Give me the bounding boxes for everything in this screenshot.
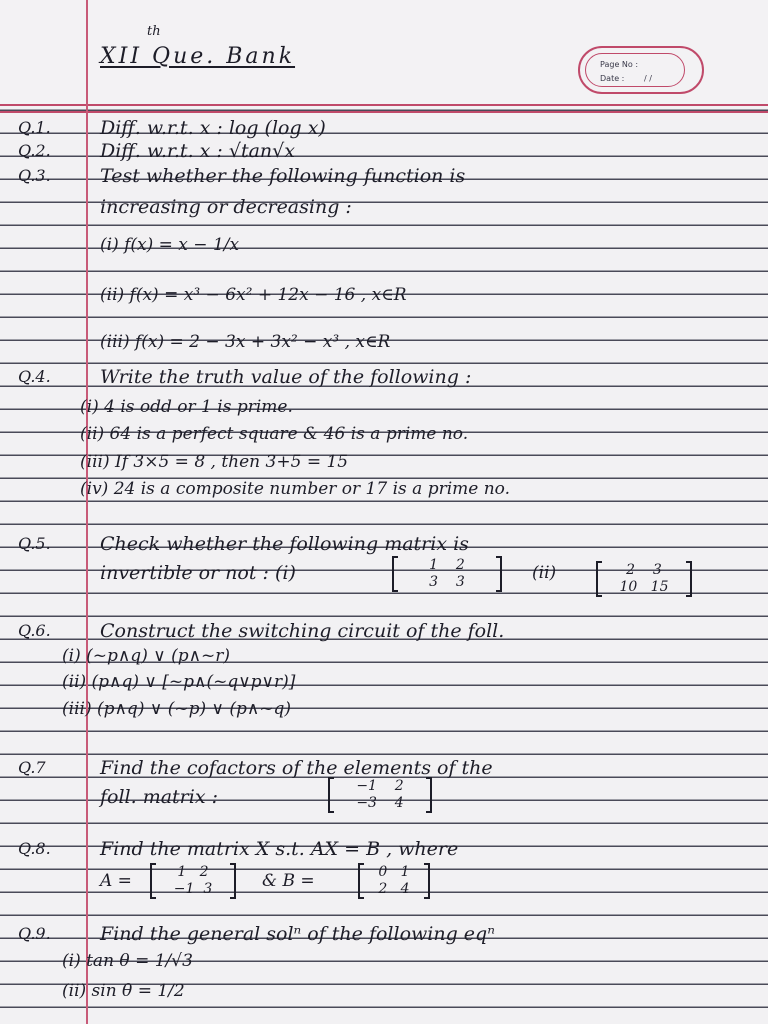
question-number: Q.7 [18, 758, 46, 777]
question-text: Find the matrix X s.t. AX = B , where [100, 838, 459, 860]
question-subpart: (i) (~p∧q) ∨ (p∧~r) [62, 646, 231, 666]
question-text: increasing or decreasing : [100, 196, 352, 218]
question-text: Construct the switching circuit of the foll. [100, 620, 505, 642]
question-text: invertible or not : (i) [100, 562, 296, 584]
matrix-q5-ii: 2 3 10 15 [596, 562, 692, 596]
top-margin-line [0, 104, 768, 106]
question-text: Diff. w.r.t. x : √tan√x [100, 140, 295, 162]
question-number: Q.8. [18, 839, 51, 858]
question-number: Q.2. [18, 141, 51, 160]
question-subpart: (i) 4 is odd or 1 is prime. [80, 397, 293, 417]
question-number: Q.1. [18, 118, 51, 137]
question-number: Q.9. [18, 924, 51, 943]
question-subpart: (ii) f(x) = x³ − 6x² + 12x − 16 , x∈R [100, 285, 407, 305]
left-margin-line [86, 0, 88, 1024]
matrix-b-label: & B = [262, 871, 315, 891]
matrix-q8-b: 0 1 2 4 [358, 864, 430, 898]
question-number: Q.6. [18, 621, 51, 640]
question-subpart: (ii) 64 is a perfect square & 46 is a prime no. [80, 424, 469, 444]
stamp-inner-border [585, 53, 685, 87]
question-subpart: (ii) (p∧q) ∨ [~p∧(~q∨p∨r)] [62, 672, 296, 692]
stamp-page-label: Page No : [600, 60, 639, 69]
question-number: Q.5. [18, 534, 51, 553]
question-subpart: (i) f(x) = x − 1/x [100, 235, 240, 255]
question-text: Test whether the following function is [100, 165, 466, 187]
page-title: XII Que. Bank [100, 44, 296, 69]
matrix-q5-i: 1 2 3 3 [392, 557, 502, 591]
top-margin-line-2 [0, 111, 768, 113]
matrix-a-label: A = [100, 871, 132, 891]
stamp-date-slashes: / / [644, 74, 652, 83]
question-subpart: (iii) (p∧q) ∨ (~p) ∨ (p∧~q) [62, 699, 292, 719]
page-date-stamp [578, 46, 704, 94]
question-subpart: (i) tan θ = 1/√3 [62, 951, 193, 971]
question-text: Find the general solⁿ of the following eqⁿ [100, 923, 495, 945]
page-title-superscript: th [147, 24, 161, 39]
matrix-q7: −1 2 −3 4 [328, 778, 432, 812]
question-text: Find the cofactors of the elements of the [100, 757, 493, 779]
stamp-date-label: Date : [600, 74, 625, 83]
question-subpart: (iii) If 3×5 = 8 , then 3+5 = 15 [80, 452, 349, 472]
question-subpart: (iii) f(x) = 2 − 3x + 3x² − x³ , x∈R [100, 332, 391, 352]
question-number: Q.3. [18, 166, 51, 185]
question-subpart: (ii) sin θ = 1/2 [62, 981, 185, 1001]
question-subpart: (ii) [532, 563, 557, 583]
question-text: foll. matrix : [100, 786, 218, 808]
question-text: Check whether the following matrix is [100, 533, 469, 555]
question-subpart: (iv) 24 is a composite number or 17 is a prime no. [80, 479, 511, 499]
question-number: Q.4. [18, 367, 51, 386]
matrix-q8-a: 1 2 −1 3 [150, 864, 236, 898]
question-text: Diff. w.r.t. x : log (log x) [100, 117, 326, 139]
question-text: Write the truth value of the following : [100, 366, 472, 388]
